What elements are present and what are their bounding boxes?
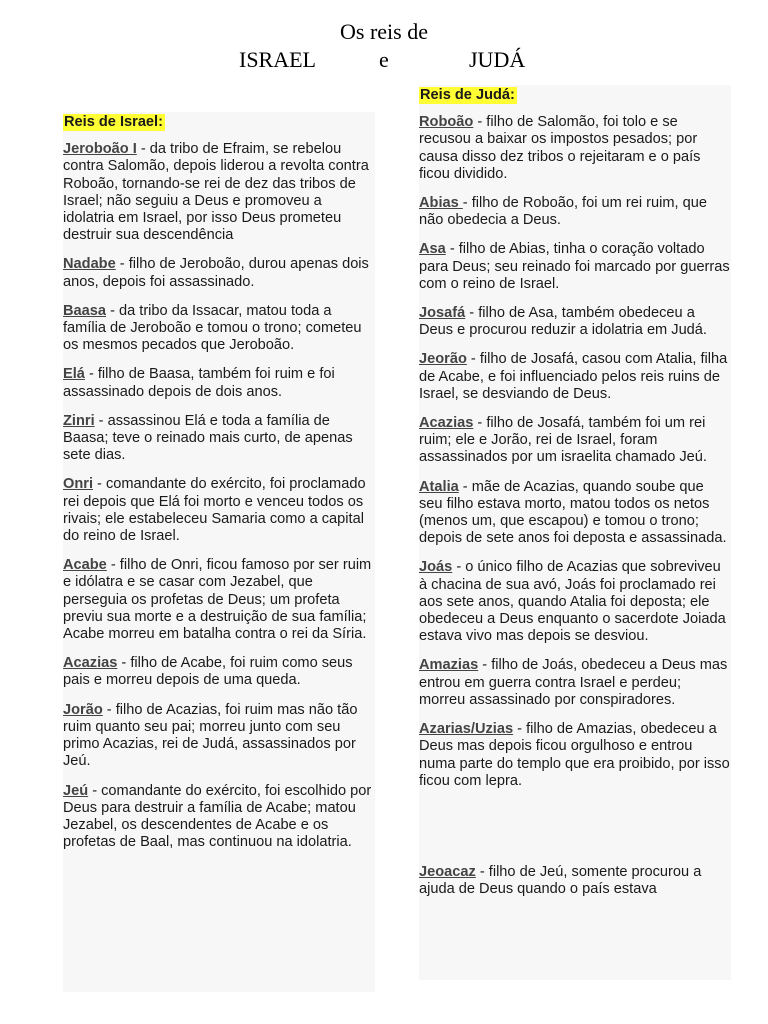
king-name: Acabe [63,557,107,574]
israel-entry [63,141,375,244]
king-name: Roboão [419,114,474,131]
blank-gap [419,802,731,864]
juda-entry [419,657,731,709]
israel-entry [63,476,375,545]
king-description: - comandante do exército, foi proclamado rei depois que Elá foi morto e venceu todos os rivais; ele estabeleceu Samaria como a capital do reino de Israel. [63,476,366,545]
king-description: - da tribo da Issacar, matou toda a família de Jeroboão e tomou o trono; cometeu os mesmos pecados que Jeroboão. [63,302,362,354]
juda-entry [419,415,731,467]
king-description: - filho de Onri, ficou famoso por ser ruim e idólatra e se casar com Jezabel, que perseguia os profetas de Deus; um profeta previu sua morte e a destruição de sua família; Acabe morreu em batalha contra o rei da Síria. [63,557,372,643]
israel-entry [63,303,375,355]
king-description: - filho de Baasa, também foi ruim e foi assassinado depois de dois anos. [63,366,335,400]
king-name: Jeroboão I [63,141,137,158]
king-description: - da tribo de Efraim, se rebelou contra Salomão, depois liderou a revolta contra Roboão, tornando-se rei de dez das tribos de Israel; não seguiu a Deus e promoveu a idolatria em Israel, por isso Deus prometeu destruir sua descendência [63,141,369,244]
king-description: - assassinou Elá e toda a família de Baasa; teve o reinado mais curto, de apenas sete dias. [63,412,353,464]
israel-entry [63,413,375,465]
king-name: Amazias [419,657,479,674]
king-name: Elá [63,366,85,383]
king-description: - filho de Jeú, somente procurou a ajuda de Deus quando o país estava [419,863,702,898]
title-e: e [379,47,389,72]
king-description: - filho de Asa, também obedeceu a Deus e procurou reduzir a idolatria em Judá. [419,305,707,339]
king-name: Onri [63,476,93,493]
juda-entry [419,195,731,229]
king-name: Jeoacaz [419,863,476,880]
israel-entry [63,256,375,290]
juda-entry [419,559,731,645]
king-description: - o único filho de Acazias que sobreviveu à chacina de sua avó, Joás foi proclamado rei aos sete anos, quando Atalia foi deposta; ele obedeceu a Deus enquanto o sacerdote Joiada estava vivo mas depois se desviou. [419,559,726,645]
juda-entry [419,479,731,548]
juda-entry [419,721,731,790]
israel-entry [63,783,375,852]
juda-entry [419,864,731,898]
king-description: - filho de Acabe, foi ruim como seus pais e morreu depois de uma queda. [63,655,353,689]
king-description: - filho de Salomão, foi tolo e se recusou a baixar os impostos pesados; por causa disso dez tribos o rejeitaram e o país ficou dividido. [419,114,701,182]
juda-entry [419,351,731,403]
juda-entry [419,241,731,293]
title-juda: JUDÁ [469,47,526,72]
israel-entry [63,557,375,643]
israel-entry [63,366,375,400]
king-description: - filho de Josafá, também foi um rei ruim; ele e Jorão, rei de Israel, foram assassinados por um israelita chamado Jeú. [419,415,707,466]
king-description: - mãe de Acazias, quando soube que seu filho estava morto, matou todos os netos (menos um, que escapou) e tomou o trono; depois de sete anos foi deposta e assassinada. [419,478,727,547]
king-description: - filho de Jeroboão, durou apenas dois anos, depois foi assassinado. [63,256,369,290]
king-description: - filho de Amazias, obedeceu a Deus mas depois ficou orgulhoso e entrou numa parte do templo que era proibido, por isso ficou com lepra. [419,721,730,789]
king-description: - filho de Josafá, casou com Atalia, filha de Acabe, e foi influenciado pelos reis ruins de Israel, se desviando de Deus. [419,351,728,402]
king-description: - filho de Abias, tinha o coração voltado para Deus; seu reinado foi marcado por guerras com o reino de Israel. [419,241,730,292]
king-name: Acazias [63,655,118,672]
king-name: Baasa [63,302,107,319]
title-israel: ISRAEL [239,47,316,72]
king-name: Atalia [419,478,459,495]
israel-entry [63,655,375,689]
king-name: Acazias [419,415,474,432]
juda-entry [419,305,731,339]
title-line-2 [0,46,768,74]
king-description: - comandante do exército, foi escolhido por Deus para destruir a família de Acabe; matou Jezabel, os descendentes de Acabe e os profetas de Baal, mas continuou na idolatria. [63,782,372,851]
israel-kings-column [63,112,375,992]
king-name: Asa [419,241,446,258]
king-name: Zinri [63,412,95,429]
king-name: Abias [419,195,463,212]
juda-entry [419,114,731,183]
juda-kings-column [419,85,731,980]
israel-entry [63,702,375,771]
king-name: Azarias/Uzias [419,721,514,738]
king-name: Jeú [63,782,89,799]
king-name: Joás [419,559,453,576]
king-name: Jorão [63,701,103,718]
document-title [0,18,768,74]
king-description: - filho de Joás, obedeceu a Deus mas entrou em guerra contra Israel e perdeu; morreu assassinado por conspiradores. [419,657,728,708]
king-name: Josafá [419,305,466,322]
king-description: - filho de Roboão, foi um rei ruim, que não obedecia a Deus. [419,195,707,229]
king-name: Jeorão [419,351,467,368]
king-name: Nadabe [63,256,116,273]
juda-heading: Reis de Judá: [420,87,515,103]
title-line-1: Os reis de [340,19,428,44]
king-description: - filho de Acazias, foi ruim mas não tão ruim quanto seu pai; morreu junto com seu primo Acazias, rei de Judá, assassinados por Jeú. [63,701,358,770]
israel-heading: Reis de Israel: [64,114,163,130]
